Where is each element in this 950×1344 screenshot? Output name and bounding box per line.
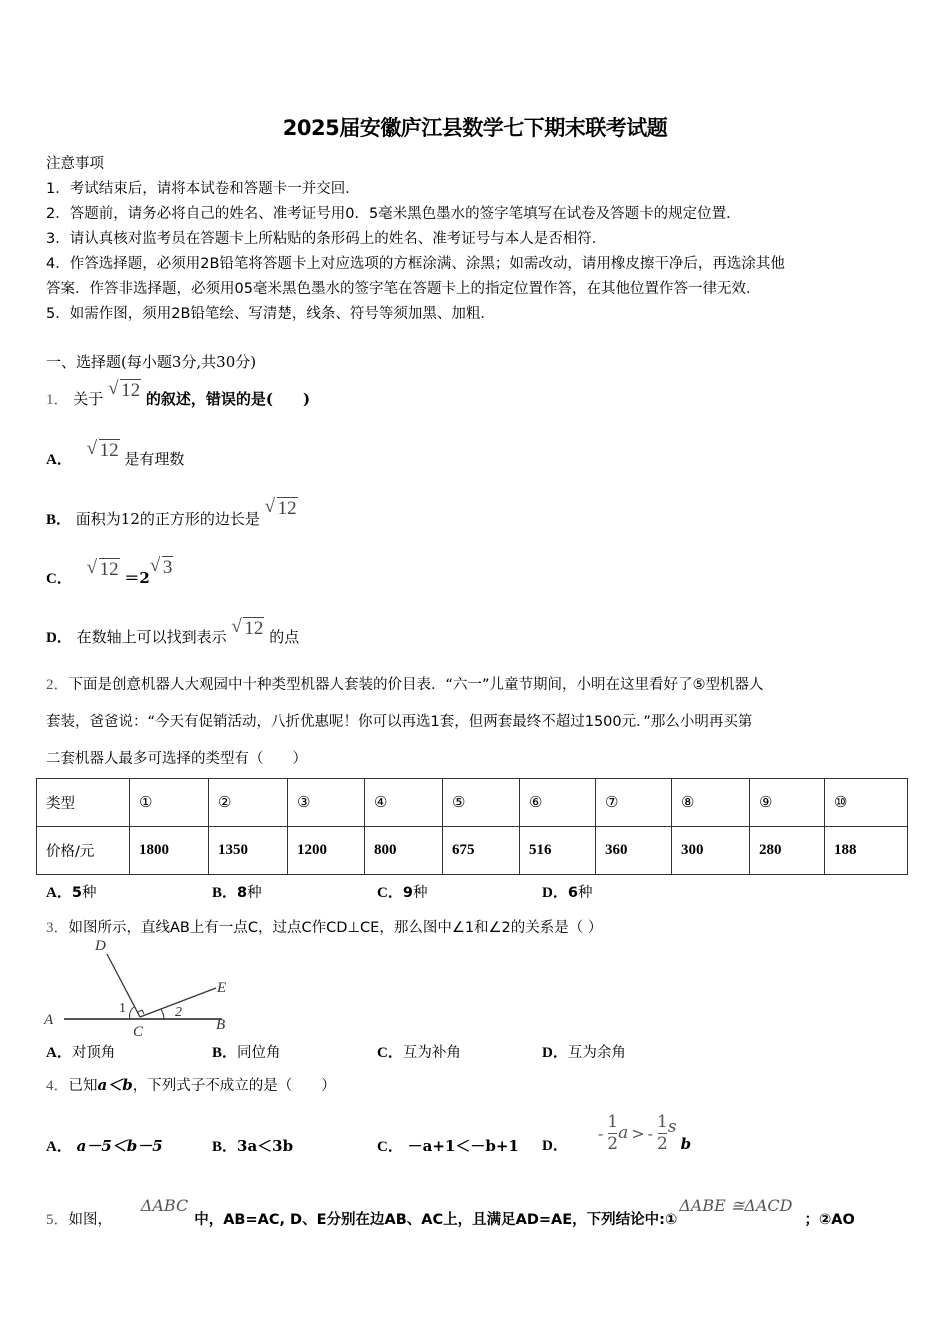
- question-4-option-c[interactable]: [377, 1135, 519, 1156]
- option-label: B．: [212, 1045, 238, 1061]
- notice-item-1: 1．考试结束后，请将本试卷和答题卡一并交回．: [46, 181, 360, 197]
- label-a: A: [44, 1012, 54, 1028]
- sqrt-expression: √ 3: [150, 557, 174, 579]
- notice-item-4-cont: 答案．作答非选择题，必须用05毫米黑色墨水的签字笔在答题卡上的指定位置作答，在其他位置作答一律无效．: [46, 281, 761, 297]
- triangle-abc: ΔABC: [140, 1196, 189, 1215]
- question-text: ，下列式子不成立的是（ ）: [132, 1078, 336, 1094]
- page-title: 2025届安徽庐江县数学七下期末联考试题: [282, 116, 668, 140]
- question-text: ；②AO: [804, 1212, 855, 1228]
- option-label: D．: [542, 1045, 568, 1061]
- option-label: B．: [46, 512, 72, 528]
- price-table: [36, 778, 908, 875]
- table-cell: ⑦: [596, 779, 672, 827]
- option-text: 的点: [269, 628, 300, 646]
- question-1-option-a[interactable]: [46, 440, 185, 470]
- variable-b: b: [680, 1135, 692, 1153]
- table-cell: 675: [443, 827, 520, 875]
- sqrt-expression: √ 12: [231, 618, 264, 640]
- option-label: C．: [46, 571, 72, 587]
- option-text: －a+1＜－b+1: [407, 1137, 519, 1155]
- question-2-option-c[interactable]: [377, 881, 427, 902]
- table-row: [37, 827, 908, 875]
- minus-sign: -: [647, 1123, 654, 1143]
- table-header-cell: 类型: [37, 779, 130, 827]
- section-heading: 一、选择题(每小题3分,共30分): [46, 353, 257, 371]
- question-text: 的叙述，错误的是( ): [145, 390, 311, 408]
- question-2-line-2: 套装，爸爸说：“今天有促销活动，八折优惠呢！你可以再选1套，但两套最终不超过1500元．”那么小明再买第: [46, 714, 753, 730]
- option-text: 是有理数: [124, 450, 185, 468]
- option-unit: 种: [412, 885, 428, 901]
- question-3-option-c[interactable]: [377, 1041, 461, 1062]
- question-2-line-1: [46, 673, 764, 694]
- table-cell: 188: [825, 827, 908, 875]
- question-3-option-d[interactable]: [542, 1041, 626, 1062]
- option-text: 对顶角: [71, 1045, 116, 1061]
- option-text: 3a＜3b: [237, 1137, 294, 1155]
- label-b: B: [216, 1017, 226, 1033]
- option-unit: 种: [81, 885, 97, 901]
- question-text: 关于: [73, 390, 104, 408]
- question-number: 2．: [46, 677, 69, 693]
- label-d: D: [95, 938, 106, 954]
- greater-than: >: [631, 1123, 645, 1143]
- equals-two: ＝2: [124, 569, 150, 587]
- label-c: C: [133, 1024, 144, 1040]
- fraction-half: $\frac{1}{2}$: [657, 1111, 668, 1154]
- table-cell: ②: [209, 779, 288, 827]
- table-cell: ⑩: [825, 779, 908, 827]
- table-cell: ⑤: [443, 779, 520, 827]
- label-e: E: [217, 980, 227, 996]
- notice-item-2: 2．答题前，请务必将自己的姓名、准考证号用0．5毫米黑色墨水的签字笔填写在试卷及答题卡的规定位置．: [46, 206, 741, 222]
- option-text: a－5＜b－5: [76, 1137, 163, 1155]
- table-cell: ⑧: [672, 779, 750, 827]
- question-2-option-b[interactable]: [212, 881, 262, 902]
- variable-a: a: [618, 1123, 629, 1143]
- option-unit: 种: [247, 885, 262, 901]
- sqrt-expression: √ 12: [265, 498, 298, 520]
- question-2-option-a[interactable]: [46, 881, 96, 902]
- question-1-stem: [46, 380, 311, 410]
- sqrt-expression: √ 12: [87, 559, 120, 581]
- option-label: A．: [46, 452, 72, 468]
- question-1-option-c[interactable]: [46, 557, 173, 589]
- option-text: 互为余角: [567, 1045, 626, 1061]
- option-label: B．: [212, 885, 238, 901]
- table-cell: 360: [596, 827, 672, 875]
- fraction-half: $\frac{1}{2}$: [607, 1111, 619, 1154]
- table-cell: 516: [520, 827, 596, 875]
- question-3-option-a[interactable]: [46, 1041, 115, 1062]
- table-cell: ③: [288, 779, 365, 827]
- congruence-expression: ΔABE ≅ΔACD: [679, 1196, 793, 1215]
- question-text: 已知: [68, 1078, 98, 1094]
- table-row: [37, 779, 908, 827]
- question-number: 1．: [46, 392, 69, 408]
- option-unit: 种: [577, 885, 593, 901]
- option-value: 8: [237, 885, 248, 901]
- table-cell: 280: [750, 827, 825, 875]
- table-cell: 1200: [288, 827, 365, 875]
- option-label: A．: [46, 1139, 72, 1155]
- option-label: C．: [377, 1045, 403, 1061]
- question-5-stem: [46, 1196, 855, 1229]
- notice-heading: 注意事项: [46, 156, 104, 172]
- table-cell: 1800: [130, 827, 209, 875]
- table-cell: 800: [365, 827, 443, 875]
- question-text: 中，AB=AC, D、E分别在边AB、AC上，且满足AD=AE，下列结论中:①: [194, 1212, 678, 1228]
- geometry-figure: [40, 932, 240, 1042]
- sqrt-expression: √ 12: [87, 440, 120, 462]
- option-label: D．: [46, 630, 72, 646]
- question-number: 3．: [46, 920, 69, 936]
- option-label: B．: [212, 1139, 238, 1155]
- option-text: 同位角: [237, 1045, 281, 1061]
- option-label: D．: [542, 1137, 568, 1154]
- question-1-option-d[interactable]: [46, 618, 300, 648]
- question-number: 5．: [46, 1212, 69, 1228]
- right-angle-mark: [138, 1010, 144, 1014]
- label-angle-2: 2: [175, 1005, 182, 1020]
- notice-item-5: 5．如需作图，须用2B铅笔绘、写清楚，线条、符号等须加黑、加粗．: [46, 306, 495, 322]
- sqrt-expression: √ 12: [108, 380, 141, 402]
- angle-1-arc: [130, 1007, 134, 1019]
- question-2-line-3: 二套机器人最多可选择的类型有（ ）: [46, 751, 307, 767]
- question-1-option-b[interactable]: [46, 498, 298, 530]
- question-number: 4．: [46, 1078, 69, 1094]
- notice-item-4: 4．作答选择题，必须用2B铅笔将答题卡上对应选项的方框涂满、涂黑；如需改动，请用橡皮擦干净后，再选涂其他: [46, 256, 785, 272]
- option-label: C．: [377, 885, 403, 901]
- option-label: A．: [46, 1045, 72, 1061]
- table-header-cell: 价格/元: [37, 827, 130, 875]
- option-value: 5: [71, 885, 82, 901]
- variable-s: s: [667, 1117, 677, 1137]
- minus-sign: -: [597, 1123, 604, 1143]
- question-text: 如图，: [68, 1212, 113, 1228]
- angle-2-arc: [161, 1009, 164, 1019]
- condition: a＜b: [97, 1076, 133, 1094]
- label-angle-1: 1: [119, 1001, 126, 1016]
- option-text: 在数轴上可以找到表示: [76, 628, 227, 646]
- option-label: D．: [542, 885, 568, 901]
- question-3-option-b[interactable]: [212, 1041, 281, 1062]
- question-4-stem: [46, 1074, 336, 1095]
- table-cell: 300: [672, 827, 750, 875]
- table-cell: ④: [365, 779, 443, 827]
- option-value: 6: [567, 885, 578, 901]
- question-4-option-b[interactable]: [212, 1135, 293, 1156]
- option-label: C．: [377, 1139, 403, 1155]
- question-text: 如图所示，直线AB上有一点C，过点C作CD⊥CE，那么图中∠1和∠2的关系是（ ）: [68, 920, 603, 936]
- table-cell: ⑨: [750, 779, 825, 827]
- question-4-option-d[interactable]: [542, 1108, 691, 1158]
- table-cell: ①: [130, 779, 209, 827]
- table-cell: 1350: [209, 827, 288, 875]
- option-text: 互为补角: [402, 1045, 461, 1061]
- option-value: 9: [402, 885, 413, 901]
- notice-item-3: 3．请认真核对监考员在答题卡上所粘贴的条形码上的姓名、准考证号与本人是否相符．: [46, 231, 607, 247]
- table-cell: ⑥: [520, 779, 596, 827]
- question-2-option-d[interactable]: [542, 881, 592, 902]
- question-4-option-a[interactable]: [46, 1135, 163, 1156]
- option-text: 面积为12的正方形的边长是: [75, 510, 260, 528]
- option-label: A．: [46, 885, 72, 901]
- question-text: 下面是创意机器人大观园中十种类型机器人套装的价目表．“六一”儿童节期间，小明在这里看好了⑤型机器人: [68, 677, 764, 693]
